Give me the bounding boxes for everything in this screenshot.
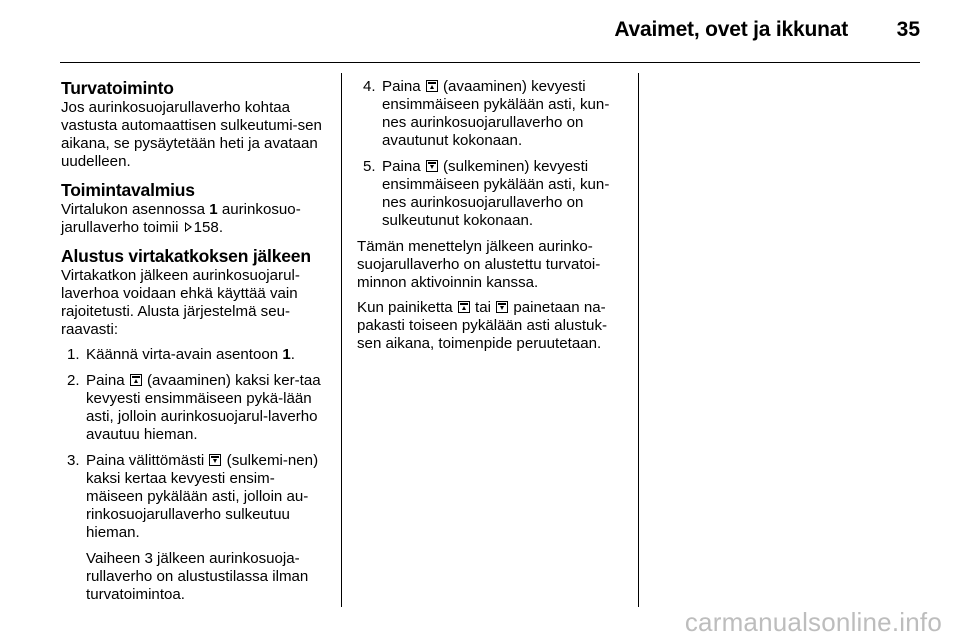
paragraph: Tämän menettelyn jälkeen aurinko-suojarullaverho on alustettu turvatoi-minnon aktivoinnin kanssa. <box>357 238 601 291</box>
text: tai <box>470 299 496 316</box>
sunblind-open-icon <box>426 80 438 92</box>
step-text: Käännä virta-avain asentoon <box>86 346 283 363</box>
page-number: 35 <box>896 18 920 41</box>
text: painetaan na-pakasti toiseen pykälään asti alustuk-sen aikana, toimenpide peruutetaan. <box>357 299 608 352</box>
sunblind-close-icon <box>496 301 508 313</box>
section-text: Jos aurinkosuojarullaverho kohtaa vastusta automaattisen sulkeutumi-sen aikana, se pysäytetään heti ja avataan uudelleen. <box>61 99 322 170</box>
sunblind-open-icon <box>130 374 142 386</box>
step-text: (avaaminen) kevyesti ensimmäiseen pykälään asti, kun-nes aurinkosuojarullaverho on avautunut kokonaan. <box>382 78 610 149</box>
step-text: Paina <box>382 158 425 175</box>
step-text: Paina välittömästi <box>86 452 209 469</box>
list-item <box>357 78 625 150</box>
step-number: 4. <box>363 78 376 95</box>
sunblind-close-icon <box>426 160 438 172</box>
bold-text: 1 <box>282 346 291 363</box>
column-divider-left <box>341 73 342 607</box>
paragraph <box>357 299 625 353</box>
page-ref-link[interactable]: 158. <box>193 219 224 236</box>
list-item <box>61 346 329 364</box>
sunblind-open-icon <box>458 301 470 313</box>
bold-text: 1 <box>209 201 218 218</box>
section-text <box>61 201 329 237</box>
text: Kun painiketta <box>357 299 457 316</box>
steps-list <box>61 346 329 604</box>
step-text: (sulkeminen) kevyesti ensimmäiseen pykälään asti, kun-nes aurinkosuojarullaverho on sulkeutunut kokonaan. <box>382 158 610 229</box>
page-ref-arrow-icon <box>185 222 192 232</box>
section-title: Alustus virtakatkoksen jälkeen <box>61 246 311 266</box>
watermark: carmanualsonline.info <box>684 607 942 637</box>
step-text: Paina <box>86 372 129 389</box>
step-number: 1. <box>67 346 80 363</box>
list-item <box>357 158 625 230</box>
section-title: Turvatoiminto <box>61 78 174 98</box>
text: aurinkosuo-jarullaverho toimii <box>61 201 301 236</box>
step-note: Vaiheen 3 jälkeen aurinkosuoja-rullaverho on alustustilassa ilman turvatoimintoa. <box>86 550 309 603</box>
header-title: Avaimet, ovet ja ikkunat <box>614 18 848 41</box>
section-turvatoiminto <box>61 78 329 171</box>
column-middle <box>357 78 625 360</box>
section-toimintavalmius <box>61 180 329 237</box>
step-number: 2. <box>67 372 80 389</box>
column-left <box>61 78 329 613</box>
list-item <box>61 452 329 604</box>
step-text: (avaaminen) kaksi ker-taa kevyesti ensimmäiseen pykä-lään asti, jolloin aurinkosuojarul-laverho avautuu hieman. <box>86 372 321 443</box>
step-number: 5. <box>363 158 376 175</box>
section-text: Virtakatkon jälkeen aurinkosuojarul-laverhoa voidaan ehkä käyttää vain rajoitetusti. Alusta järjestelmä seu-raavasti: <box>61 267 300 338</box>
section-alustus <box>61 246 329 604</box>
page-header <box>60 0 920 63</box>
sunblind-close-icon <box>209 454 221 466</box>
list-item <box>61 372 329 444</box>
column-divider-right <box>638 73 639 607</box>
section-title: Toimintavalmius <box>61 180 195 200</box>
steps-list <box>357 78 625 230</box>
step-text: Paina <box>382 78 425 95</box>
text: Virtalukon asennossa <box>61 201 210 218</box>
step-number: 3. <box>67 452 80 469</box>
step-text: . <box>290 346 295 363</box>
step-text: (sulkemi-nen) kaksi kertaa kevyesti ensim-mäiseen pykälään asti, jolloin au-rinkosuojarullaverho sulkeutuu hieman. <box>86 452 319 541</box>
